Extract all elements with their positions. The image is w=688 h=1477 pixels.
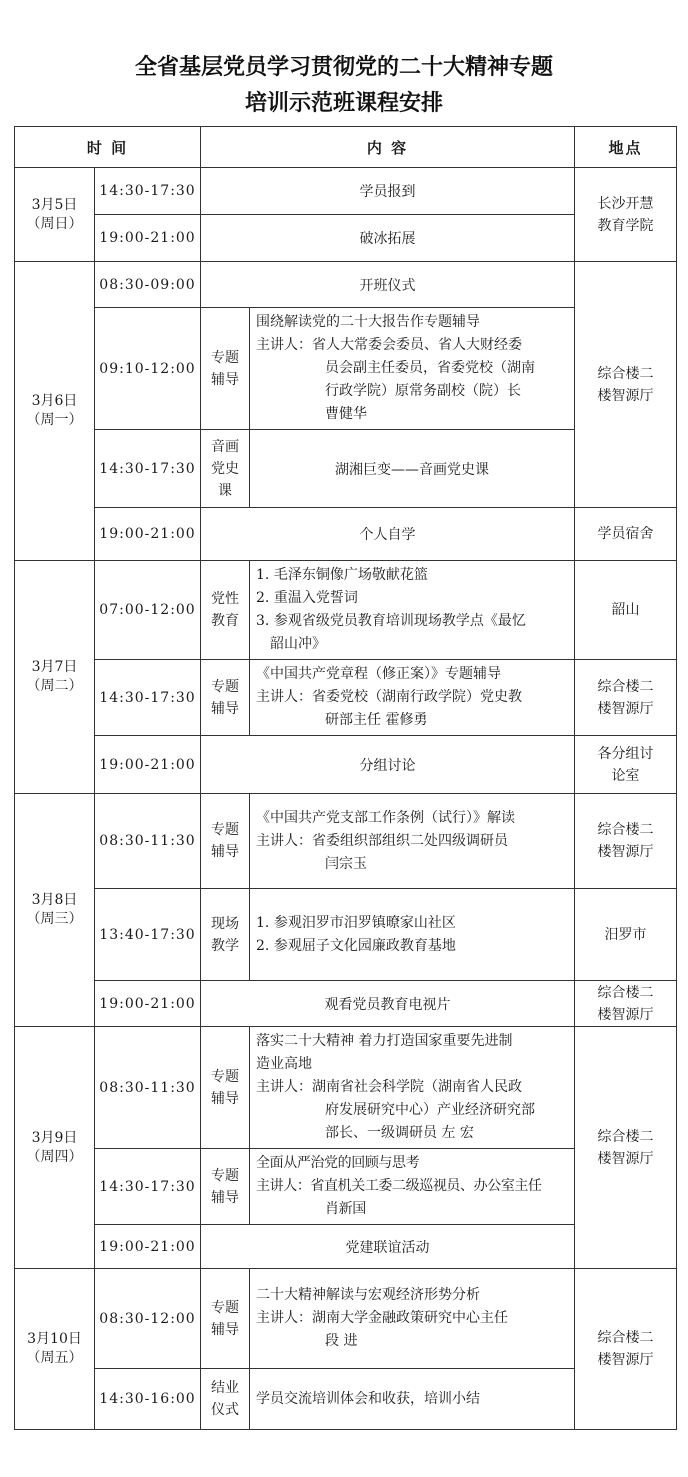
time-cell: 19:00-21:00 — [95, 1225, 201, 1269]
content-cell: 开班仪式 — [201, 262, 575, 308]
weekday-label: （周四） — [26, 1148, 83, 1165]
content-cell — [250, 1027, 575, 1149]
table-row — [15, 168, 677, 215]
content-cell — [250, 308, 575, 430]
weekday-label: （周一） — [26, 412, 83, 428]
document-title-line-1: 全省基层党员学习贯彻党的二十大精神专题 — [134, 55, 553, 80]
time-cell: 08:30-12:00 — [95, 1269, 201, 1369]
date-cell — [15, 1027, 95, 1269]
time-cell: 14:30-17:30 — [95, 1149, 201, 1225]
place-cell: 综合楼二 楼智源厅 — [575, 1027, 677, 1269]
content-cell: 湖湘巨变——音画党史课 — [250, 430, 575, 508]
date-label: 3月7日 — [31, 659, 78, 675]
content-line: 二十大精神解读与宏观经济形势分析 — [256, 1287, 481, 1303]
time-cell: 19:00-21:00 — [95, 215, 201, 262]
table-row — [15, 889, 677, 981]
place-cell: 各分组讨 论室 — [575, 736, 677, 794]
content-line: 主讲人：省委组织部组织二处四级调研员 — [256, 832, 509, 849]
date-cell — [15, 1269, 95, 1430]
time-cell: 08:30-09:00 — [95, 262, 201, 308]
time-cell: 14:30-17:30 — [95, 430, 201, 508]
content-cell — [250, 794, 575, 889]
session-type-cell: 专题 辅导 — [201, 1269, 250, 1369]
content-line: 主讲人：省直机关工委二级巡视员、办公室主任 — [256, 1178, 542, 1194]
table-row — [15, 561, 677, 660]
content-line: 曹健华 — [325, 406, 368, 422]
content-cell — [250, 1269, 575, 1369]
place-cell: 综合楼二 楼智源厅 — [575, 794, 677, 889]
content-cell — [250, 660, 575, 736]
table-row — [15, 1269, 677, 1369]
time-cell: 19:00-21:00 — [95, 981, 201, 1027]
time-cell: 09:10-12:00 — [95, 308, 201, 430]
header-place: 地点 — [575, 127, 677, 168]
session-type-cell: 专题 辅导 — [201, 1027, 250, 1149]
time-cell: 13:40-17:30 — [95, 889, 201, 981]
content-line: 主讲人：湖南大学金融政策研究中心主任 — [256, 1310, 509, 1326]
content-cell: 观看党员教育电视片 — [201, 981, 575, 1027]
table-header-row — [15, 127, 677, 168]
time-cell: 08:30-11:30 — [95, 794, 201, 889]
content-line: 1. 参观汨罗市汨罗镇暸家山社区 — [256, 914, 456, 931]
content-line: 韶山冲》 — [270, 636, 327, 652]
content-line: 部长、一级调研员 左 宏 — [325, 1125, 474, 1141]
content-line: 《中国共产党章程（修正案）》专题辅导 — [256, 666, 502, 682]
content-line: 3. 参观省级党员教育培训现场教学点《最忆 — [256, 613, 526, 629]
table-row — [15, 508, 677, 561]
time-cell: 19:00-21:00 — [95, 736, 201, 794]
date-cell — [15, 262, 95, 561]
session-type-cell: 专题 辅导 — [201, 794, 250, 889]
place-cell: 汨罗市 — [575, 889, 677, 981]
content-line: 段 进 — [325, 1333, 358, 1349]
session-type-cell: 音画 党史 课 — [201, 430, 250, 508]
header-time: 时 间 — [15, 127, 201, 168]
content-line: 围绕解读党的二十大报告作专题辅导 — [256, 314, 481, 330]
weekday-label: （周日） — [26, 215, 83, 232]
content-line: 2. 重温入党誓词 — [256, 590, 358, 606]
table-row — [15, 736, 677, 794]
weekday-label: （周五） — [26, 1350, 83, 1366]
content-line: 学员交流培训体会和收获，培训小结 — [256, 1390, 481, 1407]
weekday-label: （周三） — [26, 911, 83, 927]
content-line: 肖新国 — [325, 1201, 366, 1217]
document-title-line-2: 培训示范班课程安排 — [244, 91, 443, 116]
table-row — [15, 262, 677, 308]
date-cell — [15, 168, 95, 262]
date-label: 3月6日 — [31, 393, 78, 409]
session-type-cell: 现场 教学 — [201, 889, 250, 981]
content-line: 主讲人：省委党校（湖南行政学院）党史教 — [256, 689, 523, 705]
content-line: 研部主任 霍修勇 — [325, 712, 428, 728]
table-row — [15, 794, 677, 889]
session-type-cell: 专题 辅导 — [201, 1149, 250, 1225]
place-cell: 综合楼二 楼智源厅 — [575, 1269, 677, 1430]
content-cell — [250, 1369, 575, 1430]
content-line: 全面从严治党的回顾与思考 — [256, 1155, 420, 1171]
content-cell: 党建联谊活动 — [201, 1225, 575, 1269]
place-cell: 综合楼二 楼智源厅 — [575, 262, 677, 508]
table-row — [15, 1027, 677, 1149]
content-cell — [250, 1149, 575, 1225]
content-cell: 破冰拓展 — [201, 215, 575, 262]
time-cell: 08:30-11:30 — [95, 1027, 201, 1149]
place-cell: 综合楼二 楼智源厅 — [575, 660, 677, 736]
place-cell: 韶山 — [575, 561, 677, 660]
place-cell: 综合楼二 楼智源厅 — [575, 981, 677, 1027]
table-row — [15, 981, 677, 1027]
content-line: 主讲人：湖南省社会科学院（湖南省人民政 — [256, 1079, 523, 1095]
time-cell: 14:30-16:00 — [95, 1369, 201, 1430]
content-cell — [250, 889, 575, 981]
content-line: 2. 参观屈子文化园廉政教育基地 — [256, 937, 456, 954]
time-cell: 07:00-12:00 — [95, 561, 201, 660]
place-cell: 学员宿舍 — [575, 508, 677, 561]
content-cell: 个人自学 — [201, 508, 575, 561]
date-label: 3月9日 — [31, 1129, 78, 1146]
content-line: 落实二十大精神 着力打造国家重要先进制 — [256, 1033, 513, 1049]
date-label: 3月5日 — [31, 196, 78, 213]
date-label: 3月10日 — [27, 1331, 82, 1347]
place-cell: 长沙开慧 教育学院 — [575, 168, 677, 262]
weekday-label: （周二） — [26, 678, 83, 694]
content-line: 员会副主任委员，省委党校（湖南 — [325, 360, 536, 376]
schedule-table — [14, 126, 677, 1430]
session-type-cell: 专题 辅导 — [201, 308, 250, 430]
content-line: 1. 毛泽东铜像广场敬献花篮 — [256, 567, 428, 583]
date-cell — [15, 561, 95, 794]
content-line: 造业高地 — [256, 1056, 313, 1072]
time-cell: 14:30-17:30 — [95, 660, 201, 736]
content-cell — [250, 561, 575, 660]
session-type-cell: 党性 教育 — [201, 561, 250, 660]
content-line: 行政学院）原常务副校（院）长 — [325, 383, 522, 399]
content-cell: 学员报到 — [201, 168, 575, 215]
content-line: 府发展研究中心）产业经济研究部 — [325, 1102, 536, 1118]
table-row — [15, 660, 677, 736]
content-cell: 分组讨论 — [201, 736, 575, 794]
session-type-cell: 结业 仪式 — [201, 1369, 250, 1430]
date-cell — [15, 794, 95, 1027]
content-line: 主讲人：省人大常委会委员、省人大财经委 — [256, 337, 523, 353]
content-line: 《中国共产党支部工作条例（试行）》解读 — [256, 809, 516, 826]
date-label: 3月8日 — [31, 892, 78, 908]
session-type-cell: 专题 辅导 — [201, 660, 250, 736]
time-cell: 14:30-17:30 — [95, 168, 201, 215]
time-cell: 19:00-21:00 — [95, 508, 201, 561]
content-line: 闫宗玉 — [325, 855, 368, 872]
header-content: 内 容 — [201, 127, 575, 168]
